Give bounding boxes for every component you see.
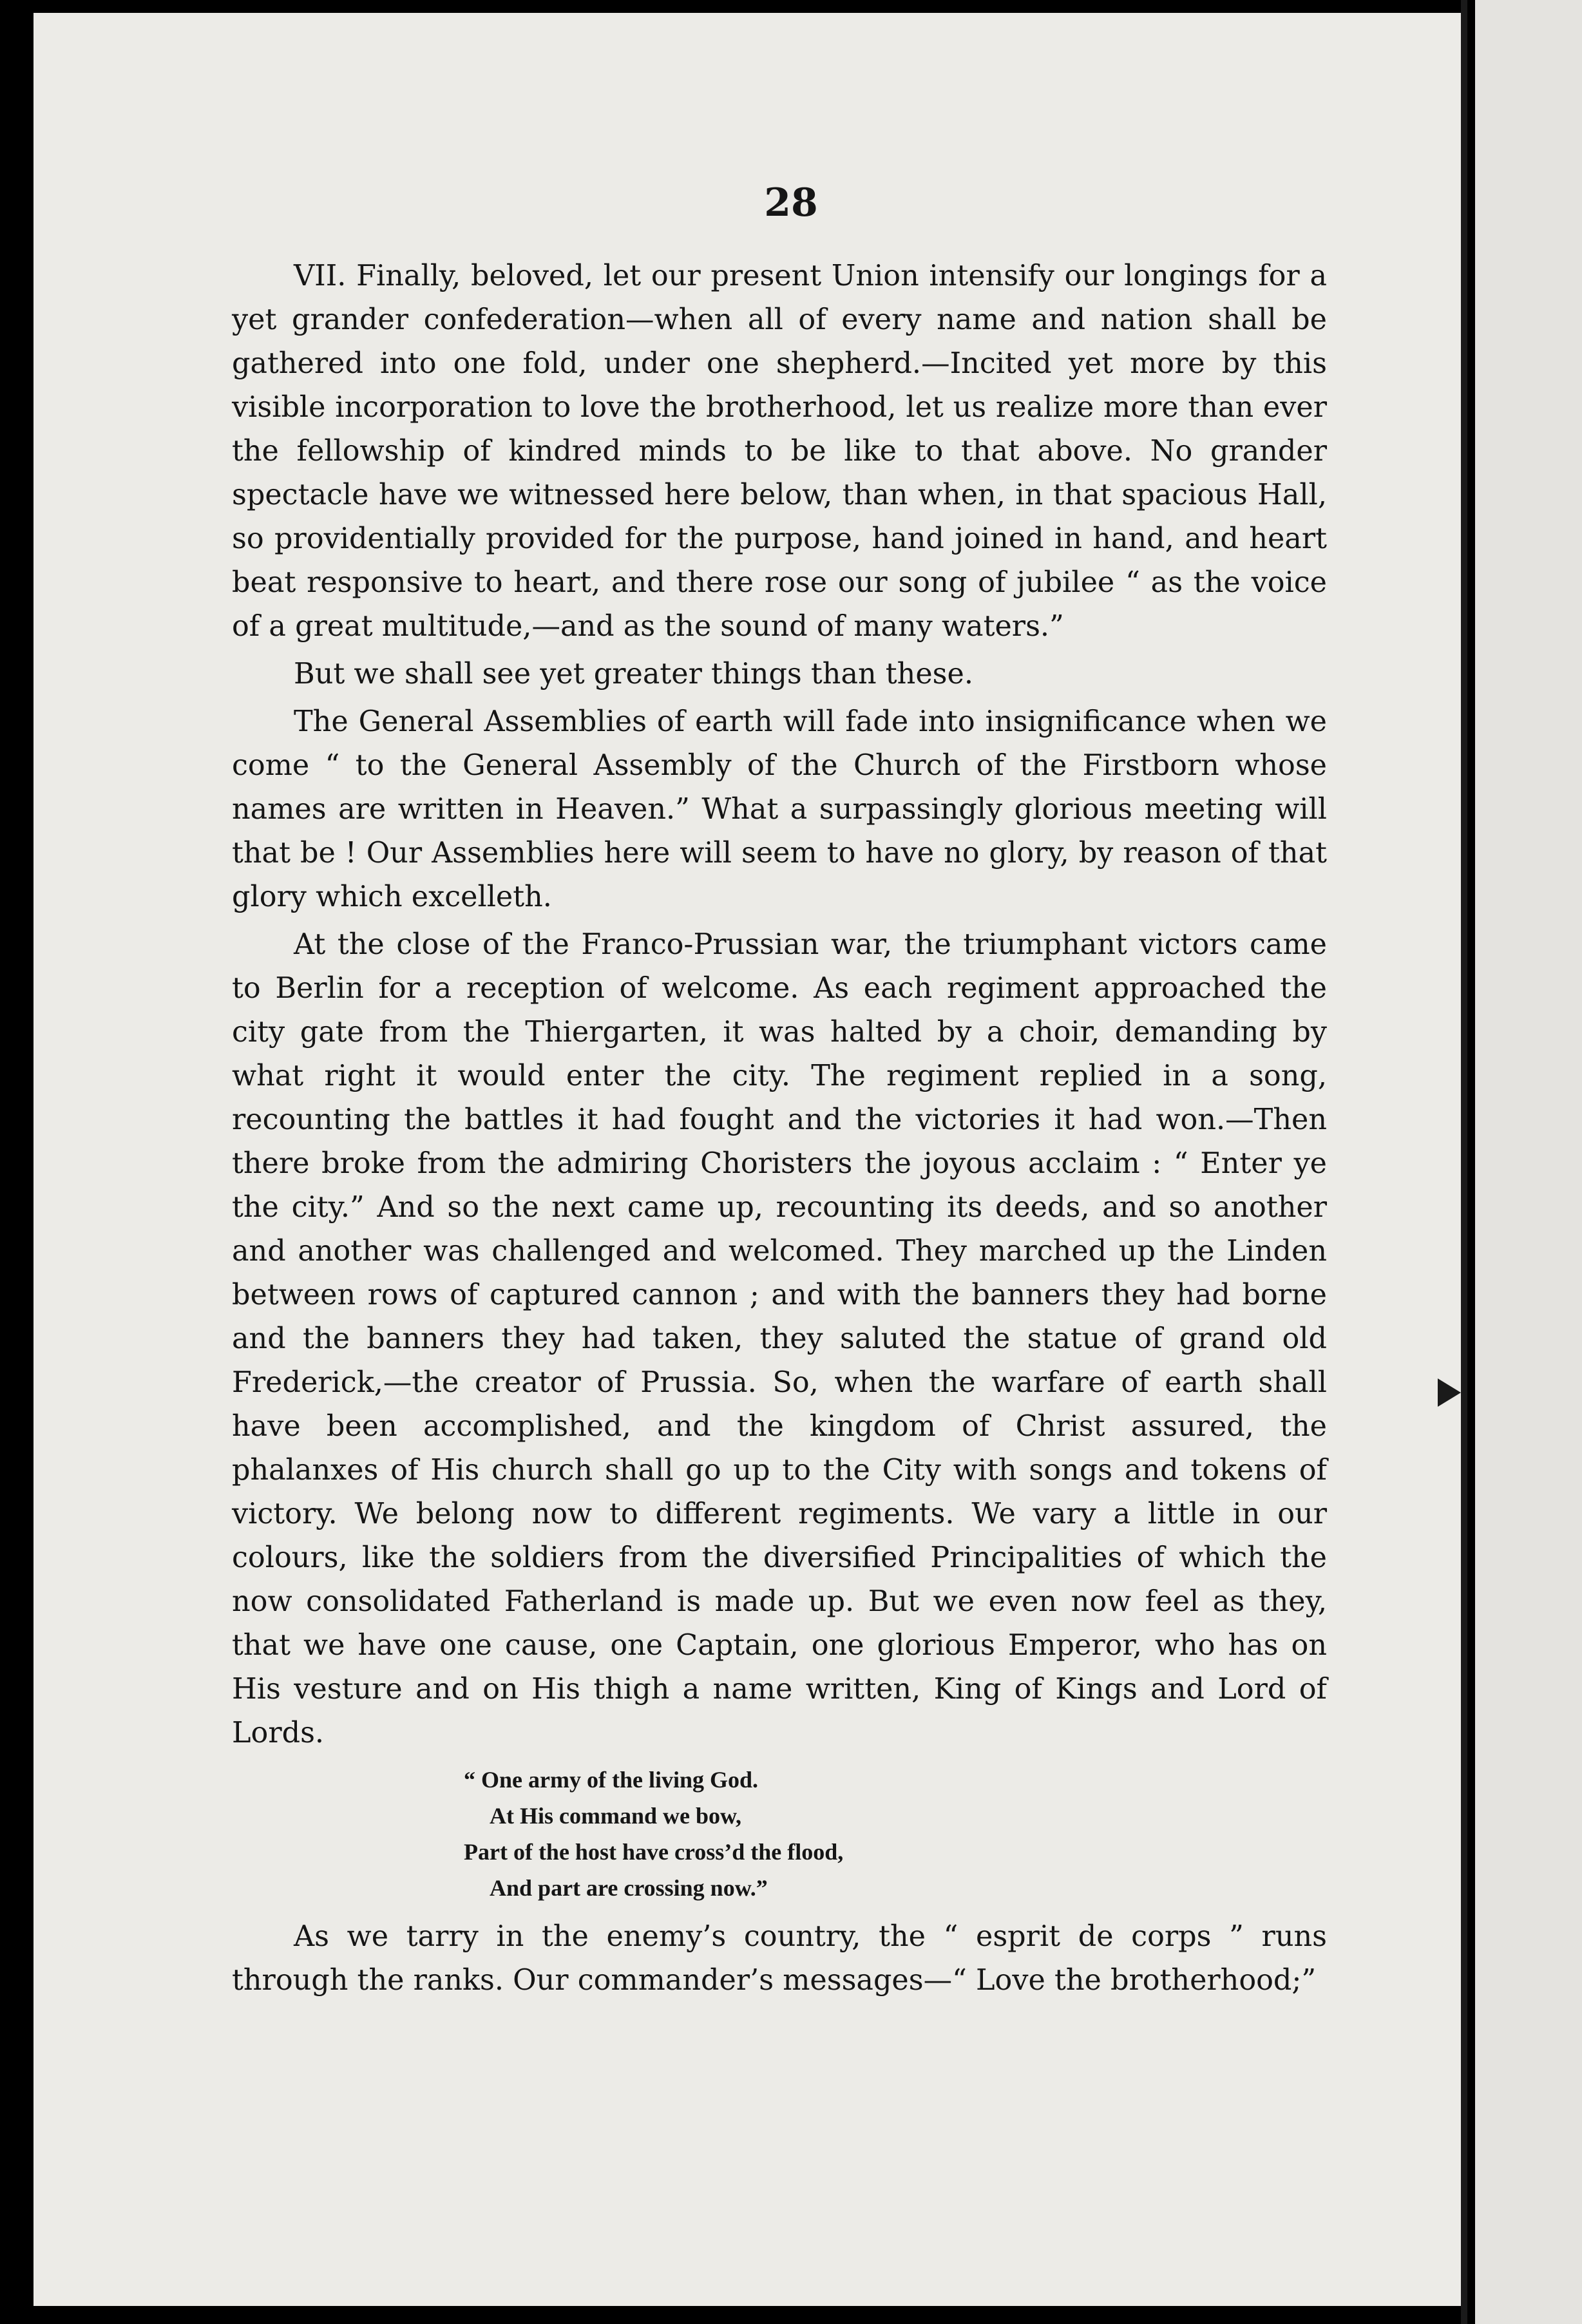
verse-line: Part of the host have cross’d the flood, — [464, 1839, 844, 1865]
page-number: 28 — [764, 180, 818, 225]
paragraph-franco-prussian-war: At the close of the Franco-Prussian war, the triumphant victors came to Berlin for a reception of welcome. As each regiment approached the city gate from the Thiergarten, it was halted by a choir, demanding by what right it would enter the city. The regiment replied in a song, recounting the battles it had fought and the victories it had won.—Then there broke from the admiring Choristers the joyous acclaim : “ Enter ye the city.” And so the next came up, recounting its deeds, and so another and another was challenged and welcomed. They marched up the Linden between rows of captured cannon ; and with the banners they had borne and the banners they had taken, they saluted the statue of grand old Frederick,—the creator of Prussia. So, when the warfare of earth shall have been accomplished, and the kingdom of Christ assured, the phalanxes of His church shall go up to the City with songs and tokens of victory. We belong now to different regiments. We vary a little in our colours, like the soldiers from the diversified Principalities of which the now consolidated Fatherland is made up. But we even now feel as they, that we have one cause, one Captain, one glorious Emperor, who has on His vesture and on His thigh a name written, King of Kings and Lord of Lords. — [232, 928, 1327, 1749]
paragraph-greater-things: But we shall see yet greater things than these. — [294, 658, 973, 691]
verse-line: And part are crossing now.” — [490, 1875, 768, 1901]
adjacent-page-edge — [1475, 0, 1582, 2324]
body-text — [232, 254, 1327, 2006]
paragraph-general-assemblies: The General Assemblies of earth will fade into insignificance when we come “ to the General Assembly of the Church of the Firstborn whose names are written in Heaven.” What a surpassingly glorious meeting will that be ! Our Assemblies here will seem to have no glory, by reason of that glory which excelleth. — [232, 705, 1327, 913]
verse-line: At His command we bow, — [490, 1803, 742, 1829]
hymn-verse — [232, 1762, 1327, 1906]
fold-marker-icon — [1438, 1378, 1461, 1407]
paragraph-section-vii: VII. Finally, beloved, let our present Union intensify our longings for a yet grander confederation—when all of every name and nation shall be gathered into one fold, under one shepherd.—Incited yet more by this visible incorporation to love the brotherhood, let us realize more than ever the fellowship of kindred minds to be like to that above. No grander spectacle have we witnessed here below, than when, in that spacious Hall, so providentially provided for the purpose, hand joined in hand, and heart beat responsive to heart, and there rose our song of jubilee “ as the voice of a great multitude,—and as the sound of many waters.” — [232, 260, 1327, 643]
paragraph-esprit-de-corps: As we tarry in the enemy’s country, the “ esprit de corps ” runs through the ranks. Our commander’s messages—“ Love the brotherhood;” — [232, 1920, 1327, 1997]
page-fold-line — [1461, 0, 1467, 2324]
verse-line: “ One army of the living God. — [464, 1767, 758, 1793]
